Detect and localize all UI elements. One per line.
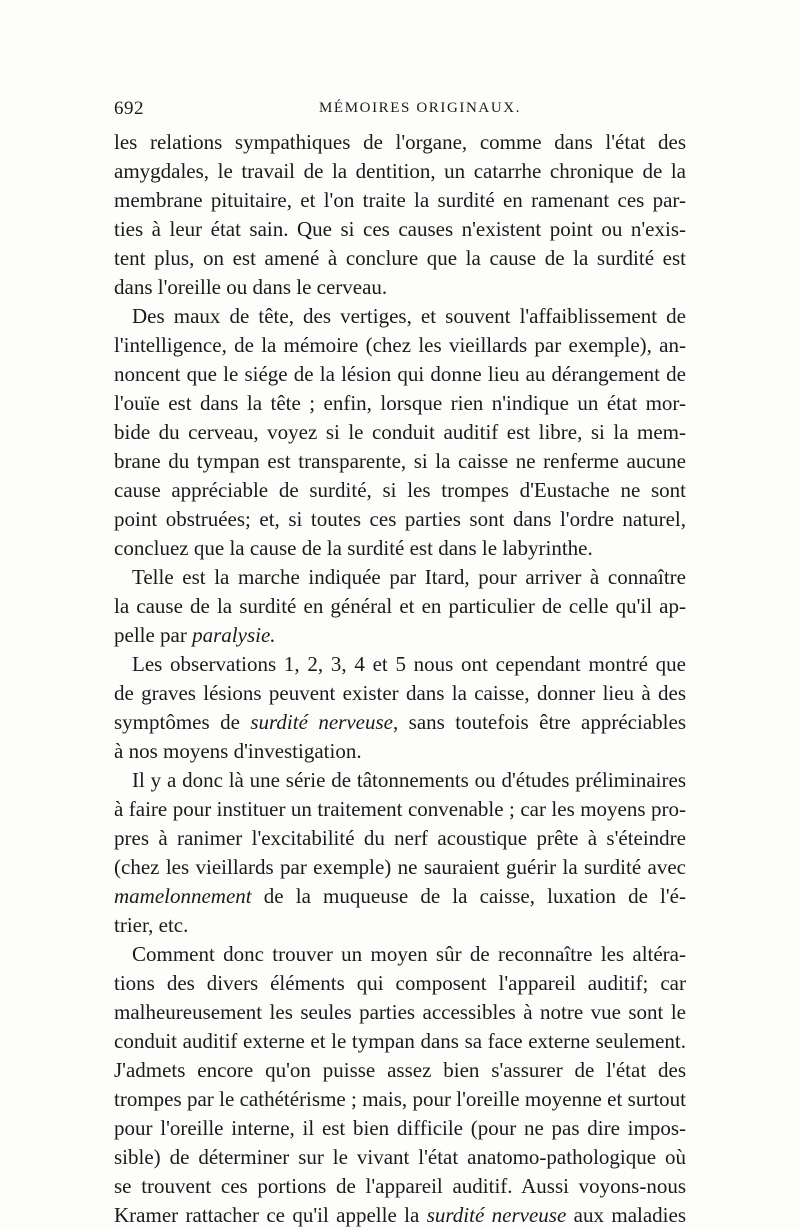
text-line: membrane pituitaire, et l'on traite la surdité en ramenant ces par- — [114, 188, 686, 212]
text-line: se trouvent ces portions de l'appareil auditif. Aussi voyons-nous — [114, 1174, 686, 1198]
text-line: point obstruées; et, si toutes ces parties sont dans l'ordre naturel, — [114, 507, 686, 531]
text-line: Comment donc trouver un moyen sûr de reconnaître les altéra- — [132, 942, 686, 966]
page-header — [114, 98, 686, 128]
italic-term: mamelonnement — [114, 884, 252, 908]
text-segment: symptômes de — [114, 710, 251, 734]
text-line — [114, 882, 686, 911]
text-line: conduit auditif externe et le tympan dans sa face externe seulement. — [114, 1029, 686, 1053]
running-title: MÉMOIRES ORIGINAUX. — [319, 100, 522, 116]
text-segment: pelle par — [114, 623, 193, 647]
text-line: (chez les vieillards par exemple) ne sauraient guérir la surdité avec — [114, 855, 686, 879]
text-line: Il y a donc là une série de tâtonnements ou d'études préliminaires — [132, 768, 686, 792]
text-line: trompes par le cathétérisme ; mais, pour l'oreille moyenne et surtout — [114, 1087, 686, 1111]
text-segment: aux maladies — [566, 1203, 686, 1227]
text-segment: de la muqueuse de la caisse, luxation de l'é- — [251, 884, 686, 908]
text-line: cause appréciable de surdité, si les trompes d'Eustache ne sont — [114, 478, 686, 502]
italic-term: surdité nerveuse — [250, 710, 393, 734]
paragraph — [114, 940, 686, 1230]
text-line: tions des divers éléments qui composent l'appareil auditif; car — [114, 971, 686, 995]
text-line: les relations sympathiques de l'organe, comme dans l'état des — [114, 130, 686, 154]
text-line: malheureusement les seules parties accessibles à notre vue sont le — [114, 1000, 686, 1024]
italic-term: surdité nerveuse — [426, 1203, 567, 1227]
text-line: pres à ranimer l'excitabilité du nerf acoustique prête à s'éteindre — [114, 826, 686, 850]
text-line: tent plus, on est amené à conclure que la cause de la surdité est — [114, 246, 686, 270]
text-line: Des maux de tête, des vertiges, et souvent l'affaiblissement de — [132, 304, 686, 328]
text-line — [114, 1201, 686, 1230]
text-line: l'intelligence, de la mémoire (chez les vieillards par exemple), an- — [114, 333, 686, 357]
paragraph — [114, 650, 686, 766]
text-segment: , sans toutefois être appréciables — [392, 710, 686, 734]
text-line — [114, 621, 686, 650]
text-line: de graves lésions peuvent exister dans la caisse, donner lieu à des — [114, 681, 686, 705]
page-body — [114, 128, 686, 1230]
text-line: ties à leur état sain. Que si ces causes n'existent point ou n'exis- — [114, 217, 686, 241]
text-line: noncent que le siége de la lésion qui donne lieu au dérangement de — [114, 362, 686, 386]
italic-term: paralysie. — [192, 623, 276, 647]
text-line: brane du tympan est transparente, si la caisse ne renferme aucune — [114, 449, 686, 473]
text-line: dans l'oreille ou dans le cerveau. — [114, 275, 388, 299]
text-line: concluez que la cause de la surdité est dans le labyrinthe. — [114, 536, 593, 560]
text-segment: Kramer rattacher ce qu'il appelle la — [114, 1203, 427, 1227]
text-line: amygdales, le travail de la dentition, un catarrhe chronique de la — [114, 159, 686, 183]
text-line: sible) de déterminer sur le vivant l'état anatomo-pathologique où — [114, 1145, 686, 1169]
paragraph — [114, 766, 686, 940]
text-line: Telle est la marche indiquée par Itard, pour arriver à connaître — [132, 565, 686, 589]
text-line: bide du cerveau, voyez si le conduit auditif est libre, si la mem- — [114, 420, 686, 444]
page-number: 692 — [114, 98, 144, 119]
paragraph — [114, 128, 686, 302]
text-line: J'admets encore qu'on puisse assez bien s'assurer de l'état des — [114, 1058, 686, 1082]
text-line: à nos moyens d'investigation. — [114, 739, 362, 763]
text-line: à faire pour instituer un traitement convenable ; car les moyens pro- — [114, 797, 686, 821]
text-line: l'ouïe est dans la tête ; enfin, lorsque rien n'indique un état mor- — [114, 391, 686, 415]
text-line — [114, 708, 686, 737]
text-line: Les observations 1, 2, 3, 4 et 5 nous ont cependant montré que — [132, 652, 686, 676]
paragraph — [114, 302, 686, 563]
text-line: la cause de la surdité en général et en particulier de celle qu'il ap- — [114, 594, 686, 618]
text-line: pour l'oreille interne, il est bien difficile (pour ne pas dire impos- — [114, 1116, 686, 1140]
paragraph — [114, 563, 686, 650]
text-line: trier, etc. — [114, 913, 189, 937]
